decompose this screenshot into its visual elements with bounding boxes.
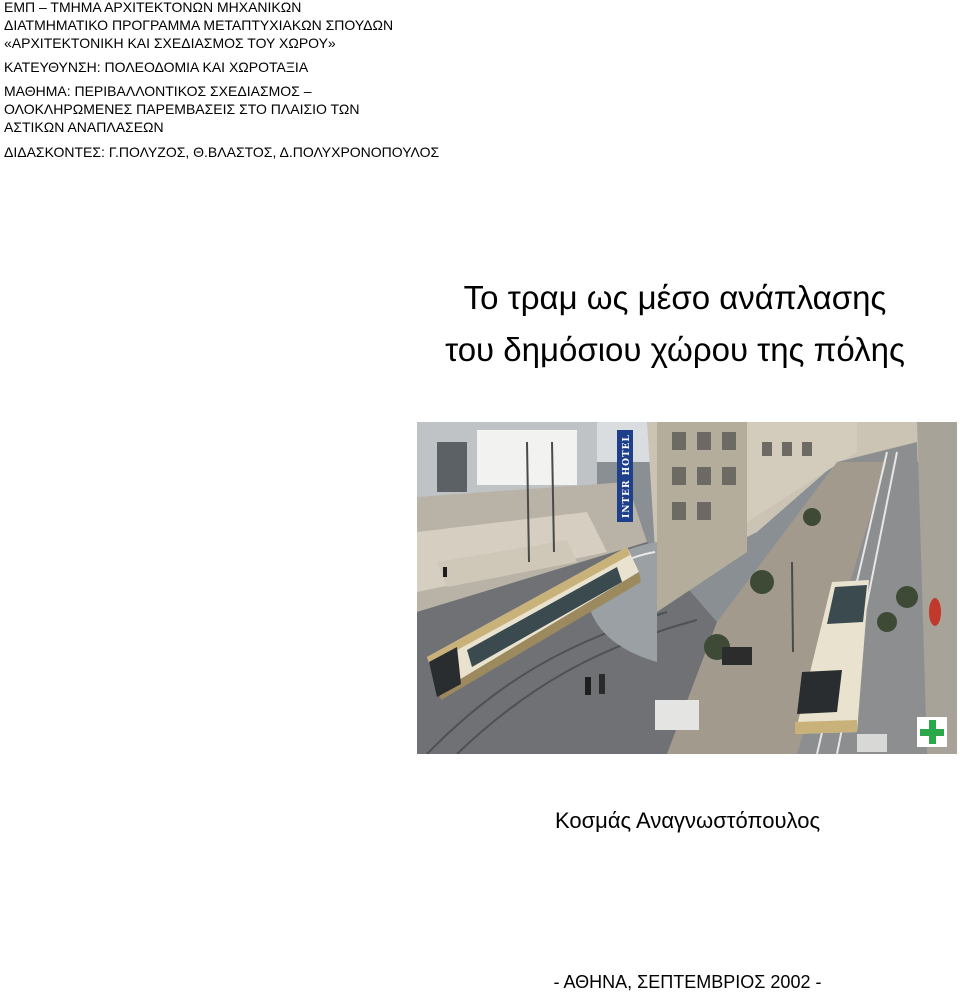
course-header: [4, 0, 944, 161]
header-line-course-end: ΑΣΤΙΚΩΝ ΑΝΑΠΛΑΣΕΩΝ: [4, 119, 164, 135]
header-line-school: ΕΜΠ – ΤΜΗΜΑ ΑΡΧΙΤΕΚΤΟΝΩΝ ΜΗΧΑΝΙΚΩΝ: [4, 0, 302, 15]
tram-street-illustration: [417, 422, 957, 754]
title-line-2: του δημόσιου χώρου της πόλης: [445, 331, 905, 368]
header-line-instructors: ΔΙΔΑΣΚΟΝΤΕΣ: Γ.ΠΟΛΥΖΟΣ, Θ.ΒΛΑΣΤΟΣ, Δ.ΠΟΛΥΧΡΟΝΟΠΟΥΛΟΣ: [4, 144, 440, 160]
tram-street-photo: [417, 422, 957, 754]
header-line-direction: ΚΑΤΕΥΘΥΝΣΗ: ΠΟΛΕΟΔΟΜΙΑ ΚΑΙ ΧΩΡΟΤΑΞΙΑ: [4, 59, 309, 75]
hotel-sign-text: INTER HOTEL: [622, 434, 632, 518]
header-line-program-title: «ΑΡΧΙΤΕΚΤΟΝΙΚΗ ΚΑΙ ΣΧΕΔΙΑΣΜΟΣ ΤΟΥ ΧΩΡΟΥ»: [4, 35, 336, 51]
place-date: - ΑΘΗΝΑ, ΣΕΠΤΕΜΒΡΙΟΣ 2002 -: [553, 972, 822, 992]
title-line-1: Το τραμ ως μέσο ανάπλασης: [463, 279, 887, 316]
header-line-course: ΜΑΘΗΜΑ: ΠΕΡΙΒΑΛΛΟΝΤΙΚΟΣ ΣΧΕΔΙΑΣΜΟΣ –: [4, 83, 312, 99]
header-line-program: ΔΙΑΤΜΗΜΑΤΙΚΟ ΠΡΟΓΡΑΜΜΑ ΜΕΤΑΠΤΥΧΙΑΚΩΝ ΣΠΟΥΔΩΝ: [4, 17, 394, 33]
header-line-course-cont: ΟΛΟΚΛΗΡΩΜΕΝΕΣ ΠΑΡΕΜΒΑΣΕΙΣ ΣΤΟ ΠΛΑΙΣΙΟ ΤΩΝ: [4, 101, 360, 117]
document-title: [400, 272, 950, 376]
author-name: Κοσμάς Αναγνωστόπουλος: [554, 808, 821, 833]
